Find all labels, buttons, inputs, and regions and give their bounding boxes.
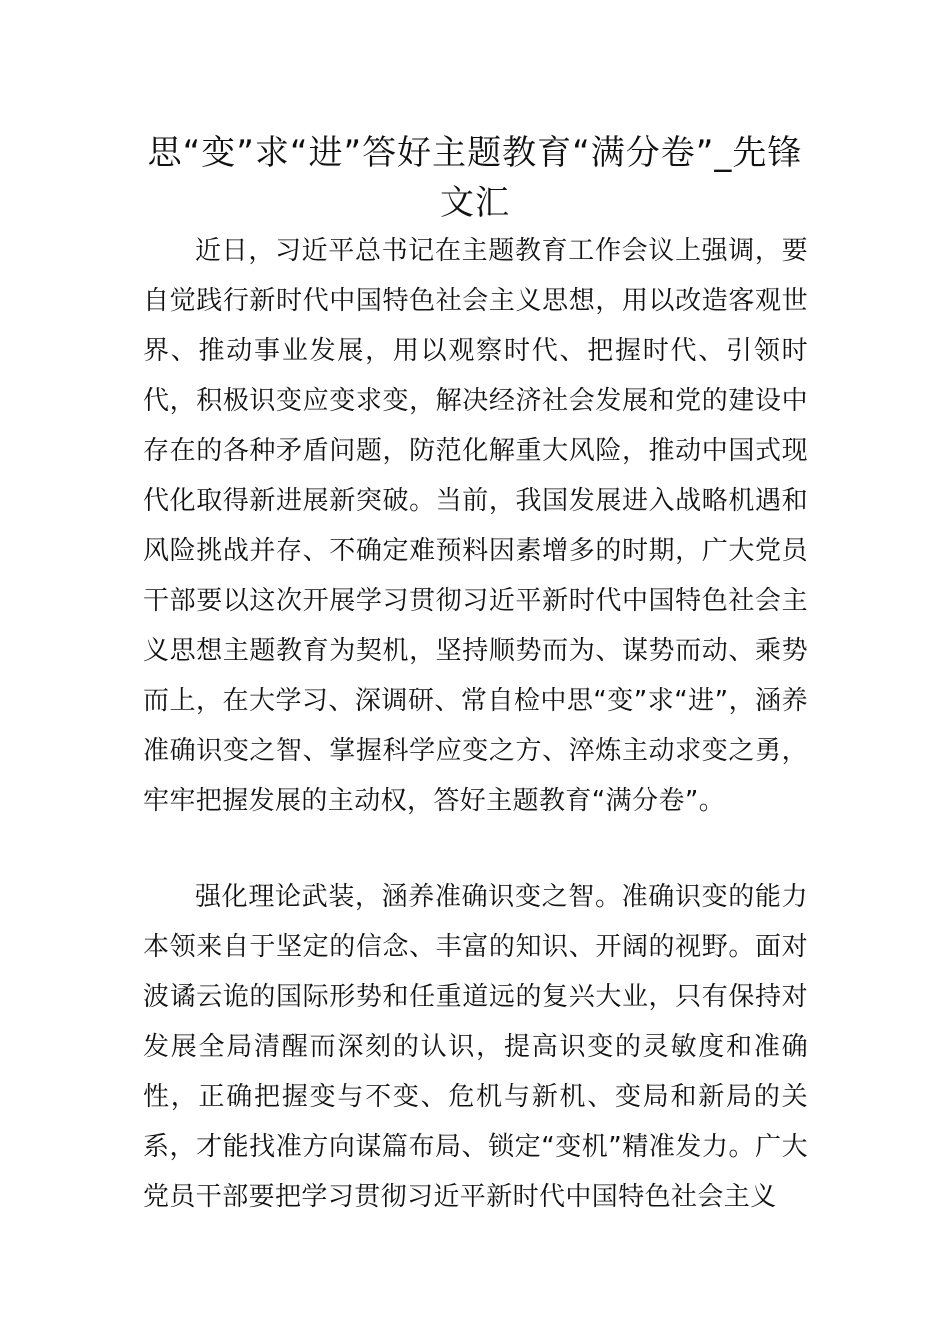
document-title: 思“变”求“进”答好主题教育“满分卷”_先锋文汇	[147, 133, 803, 223]
paragraph-intro: 近日，习近平总书记在主题教育工作会议上强调，要自觉践行新时代中国特色社会主义思想，用以改造客观世界、推动事业发展，用以观察时代、把握时代、引领时代，积极识变应变求变，解决经济社会发展和党的建设中存在的各种矛盾问题，防范化解重大风险，推动中国式现代化取得新进展新突破。当前，我国发展进入战略机遇和风险挑战并存、不确定难预料因素增多的时期，广大党员干部要以这次开展学习贯彻习近平新时代中国特色社会主义思想主题教育为契机，坚持顺势而为、谋势而动、乘势而上，在大学习、深调研、常自检中思“变”求“进”，涵养准确识变之智、掌握科学应变之方、淬炼主动求变之勇，牢牢把握发展的主动权，答好主题教育“满分卷”。	[143, 236, 808, 816]
paragraph-theory: 强化理论武装，涵养准确识变之智。准确识变的能力本领来自于坚定的信念、丰富的知识、开阔的视野。面对波谲云诡的国际形势和任重道远的复兴大业，只有保持对发展全局清醒而深刻的认识，提高识变的灵敏度和准确性，正确把握变与不变、危机与新机、变局和新局的关系，才能找准方向谋篇布局、锁定“变机”精准发力。广大党员干部要把学习贯彻习近平新时代中国特色社会主义	[143, 882, 808, 1212]
